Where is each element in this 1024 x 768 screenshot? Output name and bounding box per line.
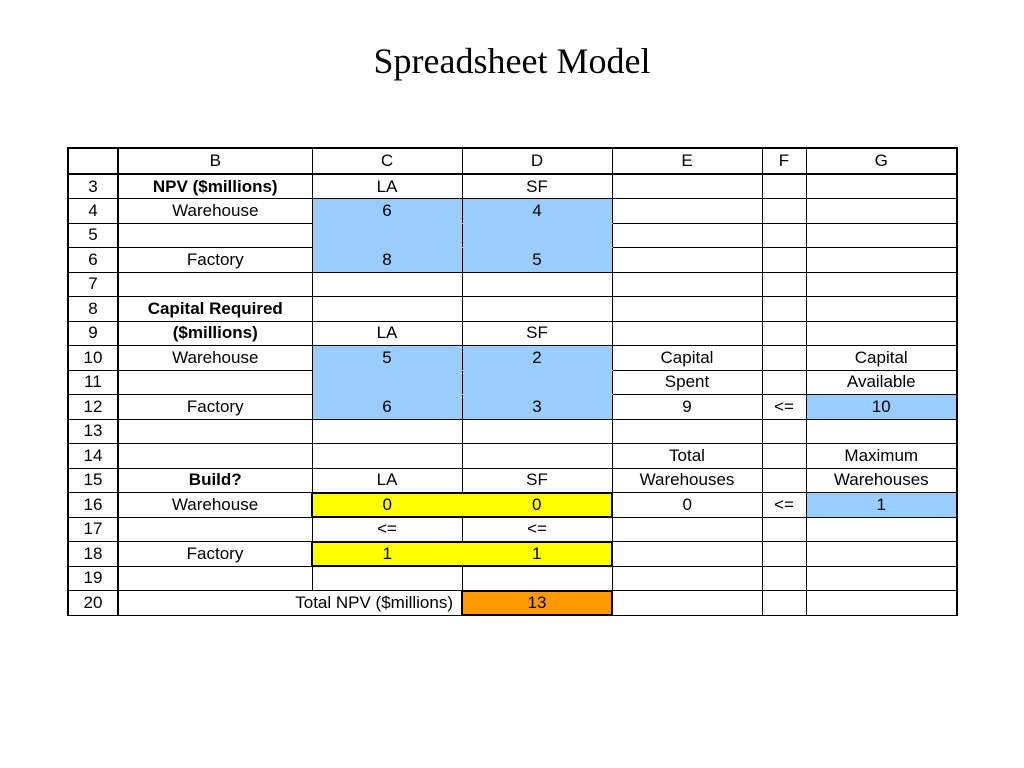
cell-f5[interactable] <box>762 223 806 248</box>
cell-b18[interactable]: Factory <box>118 542 312 567</box>
cell-c18[interactable]: 1 <box>312 542 462 567</box>
cell-g18[interactable] <box>806 542 957 567</box>
cell-g14[interactable]: Maximum <box>806 444 957 469</box>
row-number[interactable]: 15 <box>68 468 118 493</box>
cell-g12[interactable]: 10 <box>806 395 957 420</box>
cell-e18[interactable] <box>612 542 762 567</box>
cell-b13[interactable] <box>118 419 312 444</box>
cell-b3[interactable]: NPV ($millions) <box>118 174 312 199</box>
row-number[interactable]: 18 <box>68 542 118 567</box>
cell-g7[interactable] <box>806 272 957 297</box>
spreadsheet-table <box>67 147 958 616</box>
total-npv-value[interactable]: 13 <box>462 591 612 616</box>
cell-b7[interactable] <box>118 272 312 297</box>
cell-c11[interactable] <box>312 370 462 395</box>
cell-g3[interactable] <box>806 174 957 199</box>
cell-g13[interactable] <box>806 419 957 444</box>
cell-b19[interactable] <box>118 566 312 591</box>
cell-g15[interactable]: Warehouses <box>806 468 957 493</box>
cell-g10[interactable]: Capital <box>806 346 957 371</box>
cell-d10[interactable]: 2 <box>462 346 612 371</box>
cell-c15[interactable]: LA <box>312 468 462 493</box>
cell-d5[interactable] <box>462 223 612 248</box>
cell-d9[interactable]: SF <box>462 321 612 346</box>
cell-d11[interactable] <box>462 370 612 395</box>
cell-f20[interactable] <box>762 591 806 616</box>
cell-d17[interactable]: <= <box>462 517 612 542</box>
column-header-f[interactable]: F <box>762 148 806 174</box>
cell-b6[interactable]: Factory <box>118 248 312 273</box>
row-number[interactable]: 4 <box>68 199 118 224</box>
cell-b4[interactable]: Warehouse <box>118 199 312 224</box>
cell-f9[interactable] <box>762 321 806 346</box>
cell-c12[interactable]: 6 <box>312 395 462 420</box>
table-row <box>68 174 957 199</box>
cell-e20[interactable] <box>612 591 762 616</box>
cell-g4[interactable] <box>806 199 957 224</box>
cell-d16[interactable]: 0 <box>462 493 612 518</box>
cell-d14[interactable] <box>462 444 612 469</box>
table-row <box>68 493 957 518</box>
column-header-e[interactable]: E <box>612 148 762 174</box>
row-number[interactable]: 20 <box>68 591 118 616</box>
cell-g20[interactable] <box>806 591 957 616</box>
cell-b17[interactable] <box>118 517 312 542</box>
cell-b8[interactable]: Capital Required <box>118 297 312 322</box>
table-row <box>68 566 957 591</box>
row-number[interactable]: 6 <box>68 248 118 273</box>
cell-g11[interactable]: Available <box>806 370 957 395</box>
table-row <box>68 272 957 297</box>
cell-f16[interactable]: <= <box>762 493 806 518</box>
cell-c10[interactable]: 5 <box>312 346 462 371</box>
cell-e12[interactable]: 9 <box>612 395 762 420</box>
cell-g9[interactable] <box>806 321 957 346</box>
cell-b9[interactable]: ($millions) <box>118 321 312 346</box>
cell-e3[interactable] <box>612 174 762 199</box>
table-row <box>68 248 957 273</box>
cell-d13[interactable] <box>462 419 612 444</box>
row-number[interactable]: 11 <box>68 370 118 395</box>
cell-e17[interactable] <box>612 517 762 542</box>
row-number[interactable]: 10 <box>68 346 118 371</box>
cell-d18[interactable]: 1 <box>462 542 612 567</box>
cell-d15[interactable]: SF <box>462 468 612 493</box>
cell-e9[interactable] <box>612 321 762 346</box>
cell-f14[interactable] <box>762 444 806 469</box>
cell-b14[interactable] <box>118 444 312 469</box>
cell-f6[interactable] <box>762 248 806 273</box>
cell-c6[interactable]: 8 <box>312 248 462 273</box>
cell-c3[interactable]: LA <box>312 174 462 199</box>
cell-c5[interactable] <box>312 223 462 248</box>
cell-f17[interactable] <box>762 517 806 542</box>
cell-b10[interactable]: Warehouse <box>118 346 312 371</box>
cell-e8[interactable] <box>612 297 762 322</box>
table-row <box>68 517 957 542</box>
cell-c16[interactable]: 0 <box>312 493 462 518</box>
cell-b15[interactable]: Build? <box>118 468 312 493</box>
cell-b16[interactable]: Warehouse <box>118 493 312 518</box>
table-row <box>68 419 957 444</box>
table-row <box>68 346 957 371</box>
table-row <box>68 223 957 248</box>
table-row <box>68 591 957 616</box>
row-number[interactable]: 14 <box>68 444 118 469</box>
table-row <box>68 199 957 224</box>
row-number[interactable]: 7 <box>68 272 118 297</box>
cell-e10[interactable]: Capital <box>612 346 762 371</box>
cell-d6[interactable]: 5 <box>462 248 612 273</box>
table-row <box>68 444 957 469</box>
total-npv-label[interactable]: Total NPV ($millions) <box>118 591 462 616</box>
column-header-d[interactable]: D <box>462 148 612 174</box>
slide-title: Spreadsheet Model <box>373 41 651 81</box>
cell-g8[interactable] <box>806 297 957 322</box>
row-number[interactable]: 5 <box>68 223 118 248</box>
row-number[interactable]: 17 <box>68 517 118 542</box>
cell-d12[interactable]: 3 <box>462 395 612 420</box>
cell-g17[interactable] <box>806 517 957 542</box>
cell-g19[interactable] <box>806 566 957 591</box>
cell-f11[interactable] <box>762 370 806 395</box>
cell-f15[interactable] <box>762 468 806 493</box>
cell-c9[interactable]: LA <box>312 321 462 346</box>
cell-f12[interactable]: <= <box>762 395 806 420</box>
table-row <box>68 370 957 395</box>
cell-f13[interactable] <box>762 419 806 444</box>
table-row <box>68 395 957 420</box>
cell-c13[interactable] <box>312 419 462 444</box>
cell-f4[interactable] <box>762 199 806 224</box>
table-row <box>68 468 957 493</box>
cell-c14[interactable] <box>312 444 462 469</box>
cell-b11[interactable] <box>118 370 312 395</box>
table-row <box>68 297 957 322</box>
cell-g16[interactable]: 1 <box>806 493 957 518</box>
cell-d7[interactable] <box>462 272 612 297</box>
column-header-c[interactable]: C <box>312 148 462 174</box>
corner-cell[interactable] <box>68 148 118 174</box>
row-number[interactable]: 16 <box>68 493 118 518</box>
column-header-row <box>68 148 957 174</box>
cell-f3[interactable] <box>762 174 806 199</box>
cell-f8[interactable] <box>762 297 806 322</box>
cell-e19[interactable] <box>612 566 762 591</box>
cell-e11[interactable]: Spent <box>612 370 762 395</box>
cell-e16[interactable]: 0 <box>612 493 762 518</box>
cell-e6[interactable] <box>612 248 762 273</box>
cell-e7[interactable] <box>612 272 762 297</box>
cell-f19[interactable] <box>762 566 806 591</box>
cell-c17[interactable]: <= <box>312 517 462 542</box>
cell-e13[interactable] <box>612 419 762 444</box>
column-header-g[interactable]: G <box>806 148 957 174</box>
row-number[interactable]: 12 <box>68 395 118 420</box>
cell-e4[interactable] <box>612 199 762 224</box>
cell-d19[interactable] <box>462 566 612 591</box>
column-header-b[interactable]: B <box>118 148 312 174</box>
row-number[interactable]: 13 <box>68 419 118 444</box>
cell-d4[interactable]: 4 <box>462 199 612 224</box>
cell-c7[interactable] <box>312 272 462 297</box>
cell-b12[interactable]: Factory <box>118 395 312 420</box>
cell-g6[interactable] <box>806 248 957 273</box>
cell-e5[interactable] <box>612 223 762 248</box>
cell-b5[interactable] <box>118 223 312 248</box>
cell-g5[interactable] <box>806 223 957 248</box>
cell-f10[interactable] <box>762 346 806 371</box>
row-number[interactable]: 8 <box>68 297 118 322</box>
row-number[interactable]: 3 <box>68 174 118 199</box>
cell-f7[interactable] <box>762 272 806 297</box>
row-number[interactable]: 19 <box>68 566 118 591</box>
table-row <box>68 321 957 346</box>
cell-f18[interactable] <box>762 542 806 567</box>
cell-d3[interactable]: SF <box>462 174 612 199</box>
cell-c8[interactable] <box>312 297 462 322</box>
row-number[interactable]: 9 <box>68 321 118 346</box>
cell-e14[interactable]: Total <box>612 444 762 469</box>
cell-d8[interactable] <box>462 297 612 322</box>
table-row <box>68 542 957 567</box>
cell-c19[interactable] <box>312 566 462 591</box>
cell-e15[interactable]: Warehouses <box>612 468 762 493</box>
cell-c4[interactable]: 6 <box>312 199 462 224</box>
